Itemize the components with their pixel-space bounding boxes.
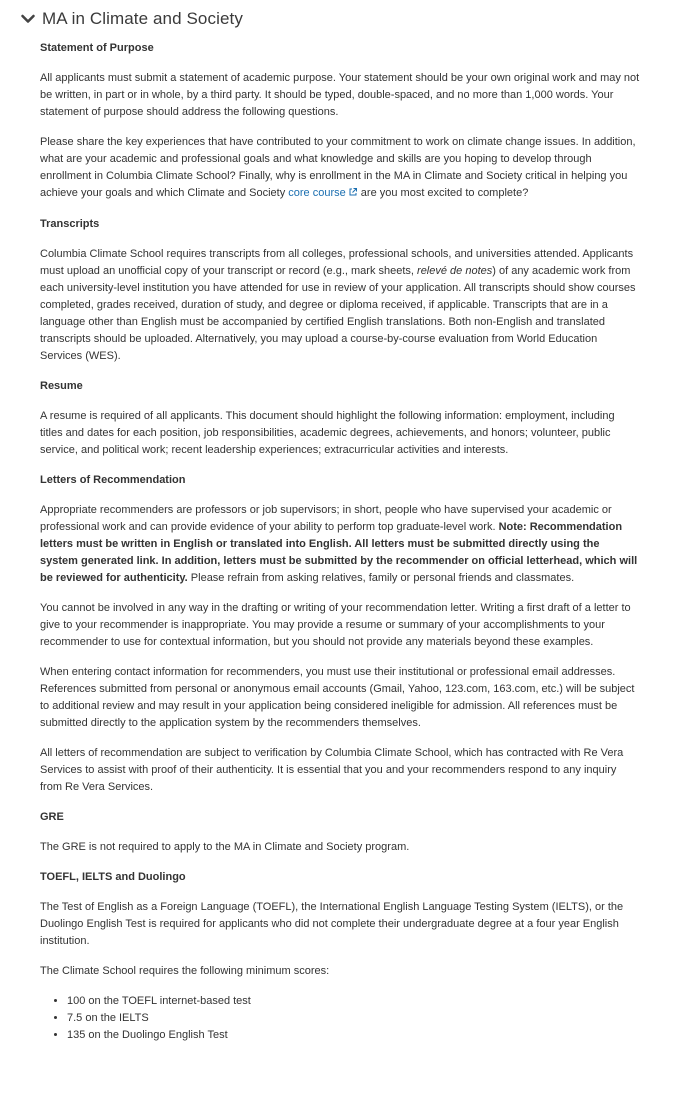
transcripts-text-1: Columbia Climate School requires transcripts from all colleges, professional schools, and universities attended. Applicants must upload an unofficial copy of your transcript or record (e.g., mark sheets, (40, 248, 634, 277)
list-item: • 7.5 on the IELTS (67, 1010, 640, 1027)
transcripts-italic-term: relevé de notes (417, 265, 493, 277)
gre-paragraph: The GRE is not required to apply to the MA in Climate and Society program. (40, 841, 410, 853)
transcripts-paragraph (40, 246, 640, 365)
accordion-title: MA in Climate and Society (42, 9, 243, 28)
heading-resume: Resume (40, 380, 83, 392)
chevron-down-icon (20, 11, 36, 27)
letters-paragraph-1 (40, 502, 640, 587)
minimum-scores-list (40, 993, 640, 1044)
purpose-p2-tail: are you most excited to complete? (357, 187, 529, 199)
english-paragraph-2: The Climate School requires the following minimum scores: (40, 965, 330, 977)
heading-toefl-ielts-duolingo: TOEFL, IELTS and Duolingo (40, 871, 186, 883)
purpose-paragraph-2 (40, 134, 640, 203)
heading-gre: GRE (40, 811, 64, 823)
letters-paragraph-2: You cannot be involved in any way in the drafting or writing of your recommendation letter. Writing a first draft of a letter to give to your recommender is inappropriate. You may provide a resume or summary of your accomplishments to your recommender to use for contextual information, but you should not provide any materials beyond these examples. (40, 602, 631, 648)
accordion-content (40, 40, 640, 1044)
letters-p1-note: Note: Recommendation letters must be written in English or translated into English. All letters must be submitted directly using the system generated link. In addition, letters must be submitted by the recommender on official letterhead, which will be reviewed for authenticity. (40, 521, 638, 584)
transcripts-text-2: ) of any academic work from each university-level institution you have attended for use in review of your application. All transcripts should show courses completed, grades received, duration of study, and degree or diploma received, if applicable. Transcripts that are in a language other than English must be accompanied by certified English translations. Both non-English and translated transcripts should be uploaded. Alternatively, you may upload a course-by-course evaluation from World Education Services (WES). (40, 265, 636, 362)
list-item: • 100 on the TOEFL internet-based test (67, 993, 640, 1010)
resume-paragraph: A resume is required of all applicants. This document should highlight the following information: employment, including titles and dates for each position, job responsibilities, academic degrees, achievements, and honors; volunteer, public service, and political work; recent leadership experiences; extracurricular activities and interests. (40, 410, 615, 456)
purpose-paragraph-1: All applicants must submit a statement of academic purpose. Your statement should be your own original work and may not be written, in part or in whole, by a third party. It should be typed, double-spaced, and no more than 1,000 words. Your statement of purpose should address the following questions. (40, 72, 640, 118)
english-paragraph-1: The Test of English as a Foreign Language (TOEFL), the International English Language Testing System (IELTS), or the Duolingo English Test is required for applicants who did not complete their undergraduate degree at a four year English institution. (40, 901, 624, 947)
letters-paragraph-4: All letters of recommendation are subject to verification by Columbia Climate School, which has contracted with Re Vera Services to assist with proof of their authenticity. It is essential that you and your recommenders respond to any inquiry from Re Vera Services. (40, 747, 624, 793)
accordion-toggle-ma-climate-society[interactable] (20, 6, 243, 32)
letters-paragraph-3: When entering contact information for recommenders, you must use their institutional or professional email addresses. References submitted from personal or anonymous email accounts (Gmail, Yahoo, 123.com, 163.com, etc.) will be subject to additional review and may result in your application being considered ineligible for admission. All references must be submitted directly to the application system by the recommenders themselves. (40, 666, 635, 729)
core-course-link[interactable] (285, 187, 358, 199)
external-link-icon (348, 186, 358, 203)
letters-p1-text: Appropriate recommenders are professors or job supervisors; in short, people who have supervised your academic or professional work and can provide evidence of your ability to perform top graduate-level work. (40, 504, 612, 533)
heading-statement-of-purpose: Statement of Purpose (40, 42, 154, 54)
heading-transcripts: Transcripts (40, 218, 100, 230)
letters-p1-tail: Please refrain from asking relatives, family or personal friends and classmates. (187, 572, 575, 584)
list-item: • 135 on the Duolingo English Test (67, 1027, 640, 1044)
core-course-link-label: core course (285, 187, 346, 199)
purpose-p2-text: Please share the key experiences that have contributed to your commitment to work on climate change issues. In addition, what are your academic and professional goals and what knowledge and skills are you hoping to develop through enrollment in Columbia Climate School? Finally, why is enrollment in the MA in Climate and Society critical in helping you achieve your goals and which Climate and Society (40, 136, 636, 199)
heading-letters-of-recommendation: Letters of Recommendation (40, 474, 186, 486)
